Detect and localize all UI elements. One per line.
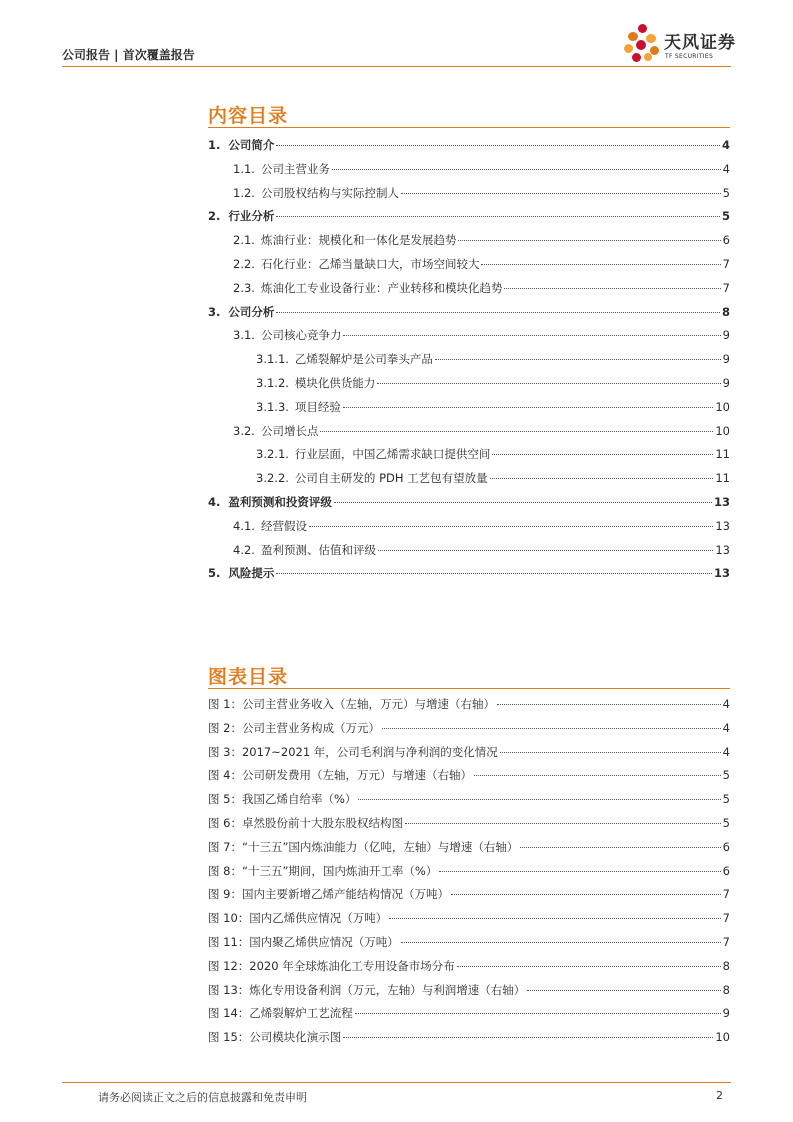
figure-title: 国内聚乙烯供应情况（万吨） (249, 935, 399, 949)
page-number: 2 (716, 1089, 723, 1102)
figure-page-number: 6 (722, 840, 730, 854)
figure-page-number: 7 (722, 911, 730, 925)
figures-title-divider (208, 688, 730, 689)
entry-page-number: 5 (721, 209, 730, 223)
contents-entry[interactable] (233, 185, 730, 201)
dot-leader (276, 312, 720, 313)
entry-title: 乙烯裂解炉是公司拳头产品 (294, 352, 433, 366)
figure-title: 炼化专用设备利润（万元，左轴）与利润增速（右轴） (249, 983, 526, 997)
dot-leader (490, 478, 714, 479)
footer-divider (62, 1082, 731, 1083)
entry-number: 1.2. (233, 186, 255, 200)
figure-entry[interactable] (208, 767, 730, 783)
figure-entry[interactable] (208, 982, 730, 998)
figure-number: 图 14： (208, 1006, 250, 1020)
figure-number: 图 5： (208, 792, 242, 806)
figure-number: 图 4： (208, 768, 242, 782)
entry-number: 4. (208, 495, 221, 509)
entry-title: 公司股权结构与实际控制人 (260, 186, 399, 200)
entry-title: 模块化供货能力 (294, 376, 376, 390)
figure-title: 公司模块化演示图 (249, 1030, 342, 1044)
figure-page-number: 7 (722, 935, 730, 949)
figure-number: 图 10： (208, 911, 250, 925)
contents-entry[interactable] (233, 518, 730, 534)
figure-entry[interactable] (208, 791, 730, 807)
entry-title: 经营假设 (260, 519, 307, 533)
figure-number: 图 13： (208, 983, 250, 997)
dot-leader (451, 894, 721, 895)
entry-number: 4.2. (233, 543, 255, 557)
figure-entry[interactable] (208, 720, 730, 736)
dot-leader (389, 918, 720, 919)
contents-entry[interactable] (208, 208, 730, 224)
entry-page-number: 9 (722, 376, 730, 390)
figure-page-number: 5 (722, 816, 730, 830)
dot-leader (504, 288, 720, 289)
contents-entry[interactable] (233, 256, 730, 272)
entry-page-number: 13 (715, 519, 730, 533)
contents-entry[interactable] (233, 280, 730, 296)
dot-leader (355, 1013, 721, 1014)
entry-title: 公司主营业务 (260, 162, 330, 176)
entry-number: 2.2. (233, 257, 255, 271)
dot-leader (276, 573, 712, 574)
figure-title: 公司研发费用（左轴，万元）与增速（右轴） (241, 768, 472, 782)
entry-number: 3.1.3. (256, 400, 289, 414)
entry-page-number: 7 (722, 257, 730, 271)
entry-number: 3.2.1. (256, 447, 289, 461)
figure-entry[interactable] (208, 934, 730, 950)
contents-entry[interactable] (208, 494, 730, 510)
entry-title: 公司简介 (228, 138, 275, 152)
entry-number: 1.1. (233, 162, 255, 176)
entry-page-number: 4 (721, 138, 730, 152)
entry-page-number: 6 (722, 233, 730, 247)
dot-leader (401, 193, 721, 194)
figure-title: 公司主营业务收入（左轴，万元）与增速（右轴） (241, 697, 495, 711)
contents-title-divider (208, 127, 730, 128)
contents-entry[interactable] (256, 470, 730, 486)
figure-title: “十三五”期间，国内炼油开工率（%） (241, 864, 438, 878)
entry-number: 3.1. (233, 328, 255, 342)
page-header (0, 0, 793, 80)
header-divider (62, 66, 731, 67)
entry-number: 3.2.2. (256, 471, 289, 485)
figure-page-number: 5 (722, 768, 730, 782)
contents-entry[interactable] (208, 565, 730, 581)
entry-number: 3.1.2. (256, 376, 289, 390)
contents-entry[interactable] (208, 304, 730, 320)
entry-page-number: 9 (722, 328, 730, 342)
figure-entry[interactable] (208, 696, 730, 712)
entry-title: 石化行业：乙烯当量缺口大，市场空间较大 (260, 257, 480, 271)
dot-leader (309, 526, 713, 527)
contents-entry[interactable] (233, 542, 730, 558)
dot-leader (457, 966, 721, 967)
figure-page-number: 8 (722, 983, 730, 997)
entry-title: 公司增长点 (260, 424, 319, 438)
entry-number: 2.1. (233, 233, 255, 247)
contents-entry[interactable] (256, 399, 730, 415)
entry-page-number: 10 (715, 400, 730, 414)
entry-title: 炼油化工专业设备行业：产业转移和模块化趋势 (260, 281, 503, 295)
figure-title: “十三五”国内炼油能力（亿吨，左轴）与增速（右轴） (241, 840, 519, 854)
dot-leader (474, 775, 721, 776)
contents-entry[interactable] (208, 137, 730, 153)
dot-leader (492, 454, 713, 455)
entry-page-number: 8 (721, 305, 730, 319)
figure-page-number: 6 (722, 864, 730, 878)
dot-leader (358, 799, 720, 800)
dot-leader (435, 359, 721, 360)
logo-petals-icon (624, 24, 662, 64)
entry-title: 盈利预测和投资评级 (228, 495, 332, 509)
dot-leader (276, 216, 720, 217)
figure-entry[interactable] (208, 1029, 730, 1045)
figure-title: 卓然股份前十大股东股权结构图 (241, 816, 403, 830)
figure-page-number: 10 (715, 1030, 730, 1044)
dot-leader (527, 990, 720, 991)
figure-number: 图 6： (208, 816, 242, 830)
entry-title: 盈利预测、估值和评级 (260, 543, 376, 557)
figure-entry[interactable] (208, 910, 730, 926)
contents-entry[interactable] (233, 232, 730, 248)
footer-disclaimer: 请务必阅读正文之后的信息披露和免责申明 (98, 1091, 307, 1104)
figure-title: 我国乙烯自给率（%） (241, 792, 357, 806)
dot-leader (520, 847, 720, 848)
entry-page-number: 11 (715, 447, 730, 461)
figure-number: 图 9： (208, 887, 242, 901)
entry-number: 3.2. (233, 424, 255, 438)
dot-leader (382, 728, 721, 729)
dot-leader (343, 407, 713, 408)
dot-leader (343, 335, 720, 336)
dot-leader (500, 752, 721, 753)
figure-entry[interactable] (208, 815, 730, 831)
entry-title: 行业分析 (228, 209, 275, 223)
dot-leader (405, 823, 721, 824)
company-logo (624, 22, 736, 68)
dot-leader (334, 502, 712, 503)
contents-entry[interactable] (256, 351, 730, 367)
figure-page-number: 5 (722, 792, 730, 806)
figure-title: 公司主营业务构成（万元） (241, 721, 380, 735)
figure-entry[interactable] (208, 839, 730, 855)
figure-number: 图 11： (208, 935, 250, 949)
entry-page-number: 13 (713, 495, 730, 509)
contents-entry[interactable] (256, 446, 730, 462)
entry-number: 3.1.1. (256, 352, 289, 366)
dot-leader (332, 169, 721, 170)
entry-title: 项目经验 (294, 400, 341, 414)
figure-title: 2020 年全球炼油化工专用设备市场分布 (249, 959, 455, 973)
figure-page-number: 7 (722, 887, 730, 901)
entry-number: 1. (208, 138, 221, 152)
figure-entry[interactable] (208, 863, 730, 879)
dot-leader (458, 240, 720, 241)
contents-entry[interactable] (256, 375, 730, 391)
entry-number: 2.3. (233, 281, 255, 295)
entry-number: 3. (208, 305, 221, 319)
dot-leader (276, 145, 720, 146)
entry-page-number: 10 (715, 424, 730, 438)
figure-number: 图 2： (208, 721, 242, 735)
figure-title: 国内乙烯供应情况（万吨） (249, 911, 388, 925)
entry-number: 4.1. (233, 519, 255, 533)
dot-leader (481, 264, 720, 265)
figure-title: 国内主要新增乙烯产能结构情况（万吨） (241, 887, 449, 901)
figure-page-number: 4 (722, 697, 730, 711)
figure-title: 乙烯裂解炉工艺流程 (249, 1006, 353, 1020)
logo-name-en: TF SECURITIES (665, 53, 714, 60)
dot-leader (377, 383, 720, 384)
dot-leader (378, 550, 713, 551)
entry-page-number: 13 (715, 543, 730, 557)
entry-page-number: 5 (722, 186, 730, 200)
entry-page-number: 7 (722, 281, 730, 295)
figure-page-number: 4 (722, 721, 730, 735)
figure-number: 图 12： (208, 959, 250, 973)
figure-page-number: 9 (722, 1006, 730, 1020)
figure-page-number: 4 (722, 745, 730, 759)
contents-entry[interactable] (233, 423, 730, 439)
entry-title: 公司分析 (228, 305, 275, 319)
report-type-label: 公司报告 | 首次覆盖报告 (62, 48, 195, 62)
figure-title: 2017~2021 年，公司毛利润与净利润的变化情况 (241, 745, 498, 759)
figure-page-number: 8 (722, 959, 730, 973)
entry-title: 公司自主研发的 PDH 工艺包有望放量 (294, 471, 488, 485)
entry-page-number: 4 (722, 162, 730, 176)
entry-number: 5. (208, 566, 221, 580)
contents-title: 内容目录 (208, 105, 289, 127)
figure-entry[interactable] (208, 744, 730, 760)
dot-leader (320, 431, 713, 432)
figure-entry[interactable] (208, 1005, 730, 1021)
figure-number: 图 7： (208, 840, 242, 854)
entry-page-number: 13 (713, 566, 730, 580)
contents-entry[interactable] (233, 327, 730, 343)
figure-number: 图 1： (208, 697, 242, 711)
figure-entry[interactable] (208, 958, 730, 974)
figures-title: 图表目录 (208, 666, 289, 688)
entry-title: 公司核心竞争力 (260, 328, 342, 342)
dot-leader (343, 1037, 713, 1038)
entry-title: 炼油行业：规模化和一体化是发展趋势 (260, 233, 457, 247)
figure-number: 图 15： (208, 1030, 250, 1044)
figure-entry[interactable] (208, 886, 730, 902)
contents-entry[interactable] (233, 161, 730, 177)
logo-name-cn: 天风证券 (664, 33, 736, 53)
entry-title: 行业层面，中国乙烯需求缺口提供空间 (294, 447, 491, 461)
dot-leader (497, 704, 721, 705)
dot-leader (401, 942, 721, 943)
entry-page-number: 11 (715, 471, 730, 485)
figure-number: 图 3： (208, 745, 242, 759)
figure-number: 图 8： (208, 864, 242, 878)
entry-title: 风险提示 (228, 566, 275, 580)
entry-number: 2. (208, 209, 221, 223)
entry-page-number: 9 (722, 352, 730, 366)
dot-leader (439, 871, 720, 872)
